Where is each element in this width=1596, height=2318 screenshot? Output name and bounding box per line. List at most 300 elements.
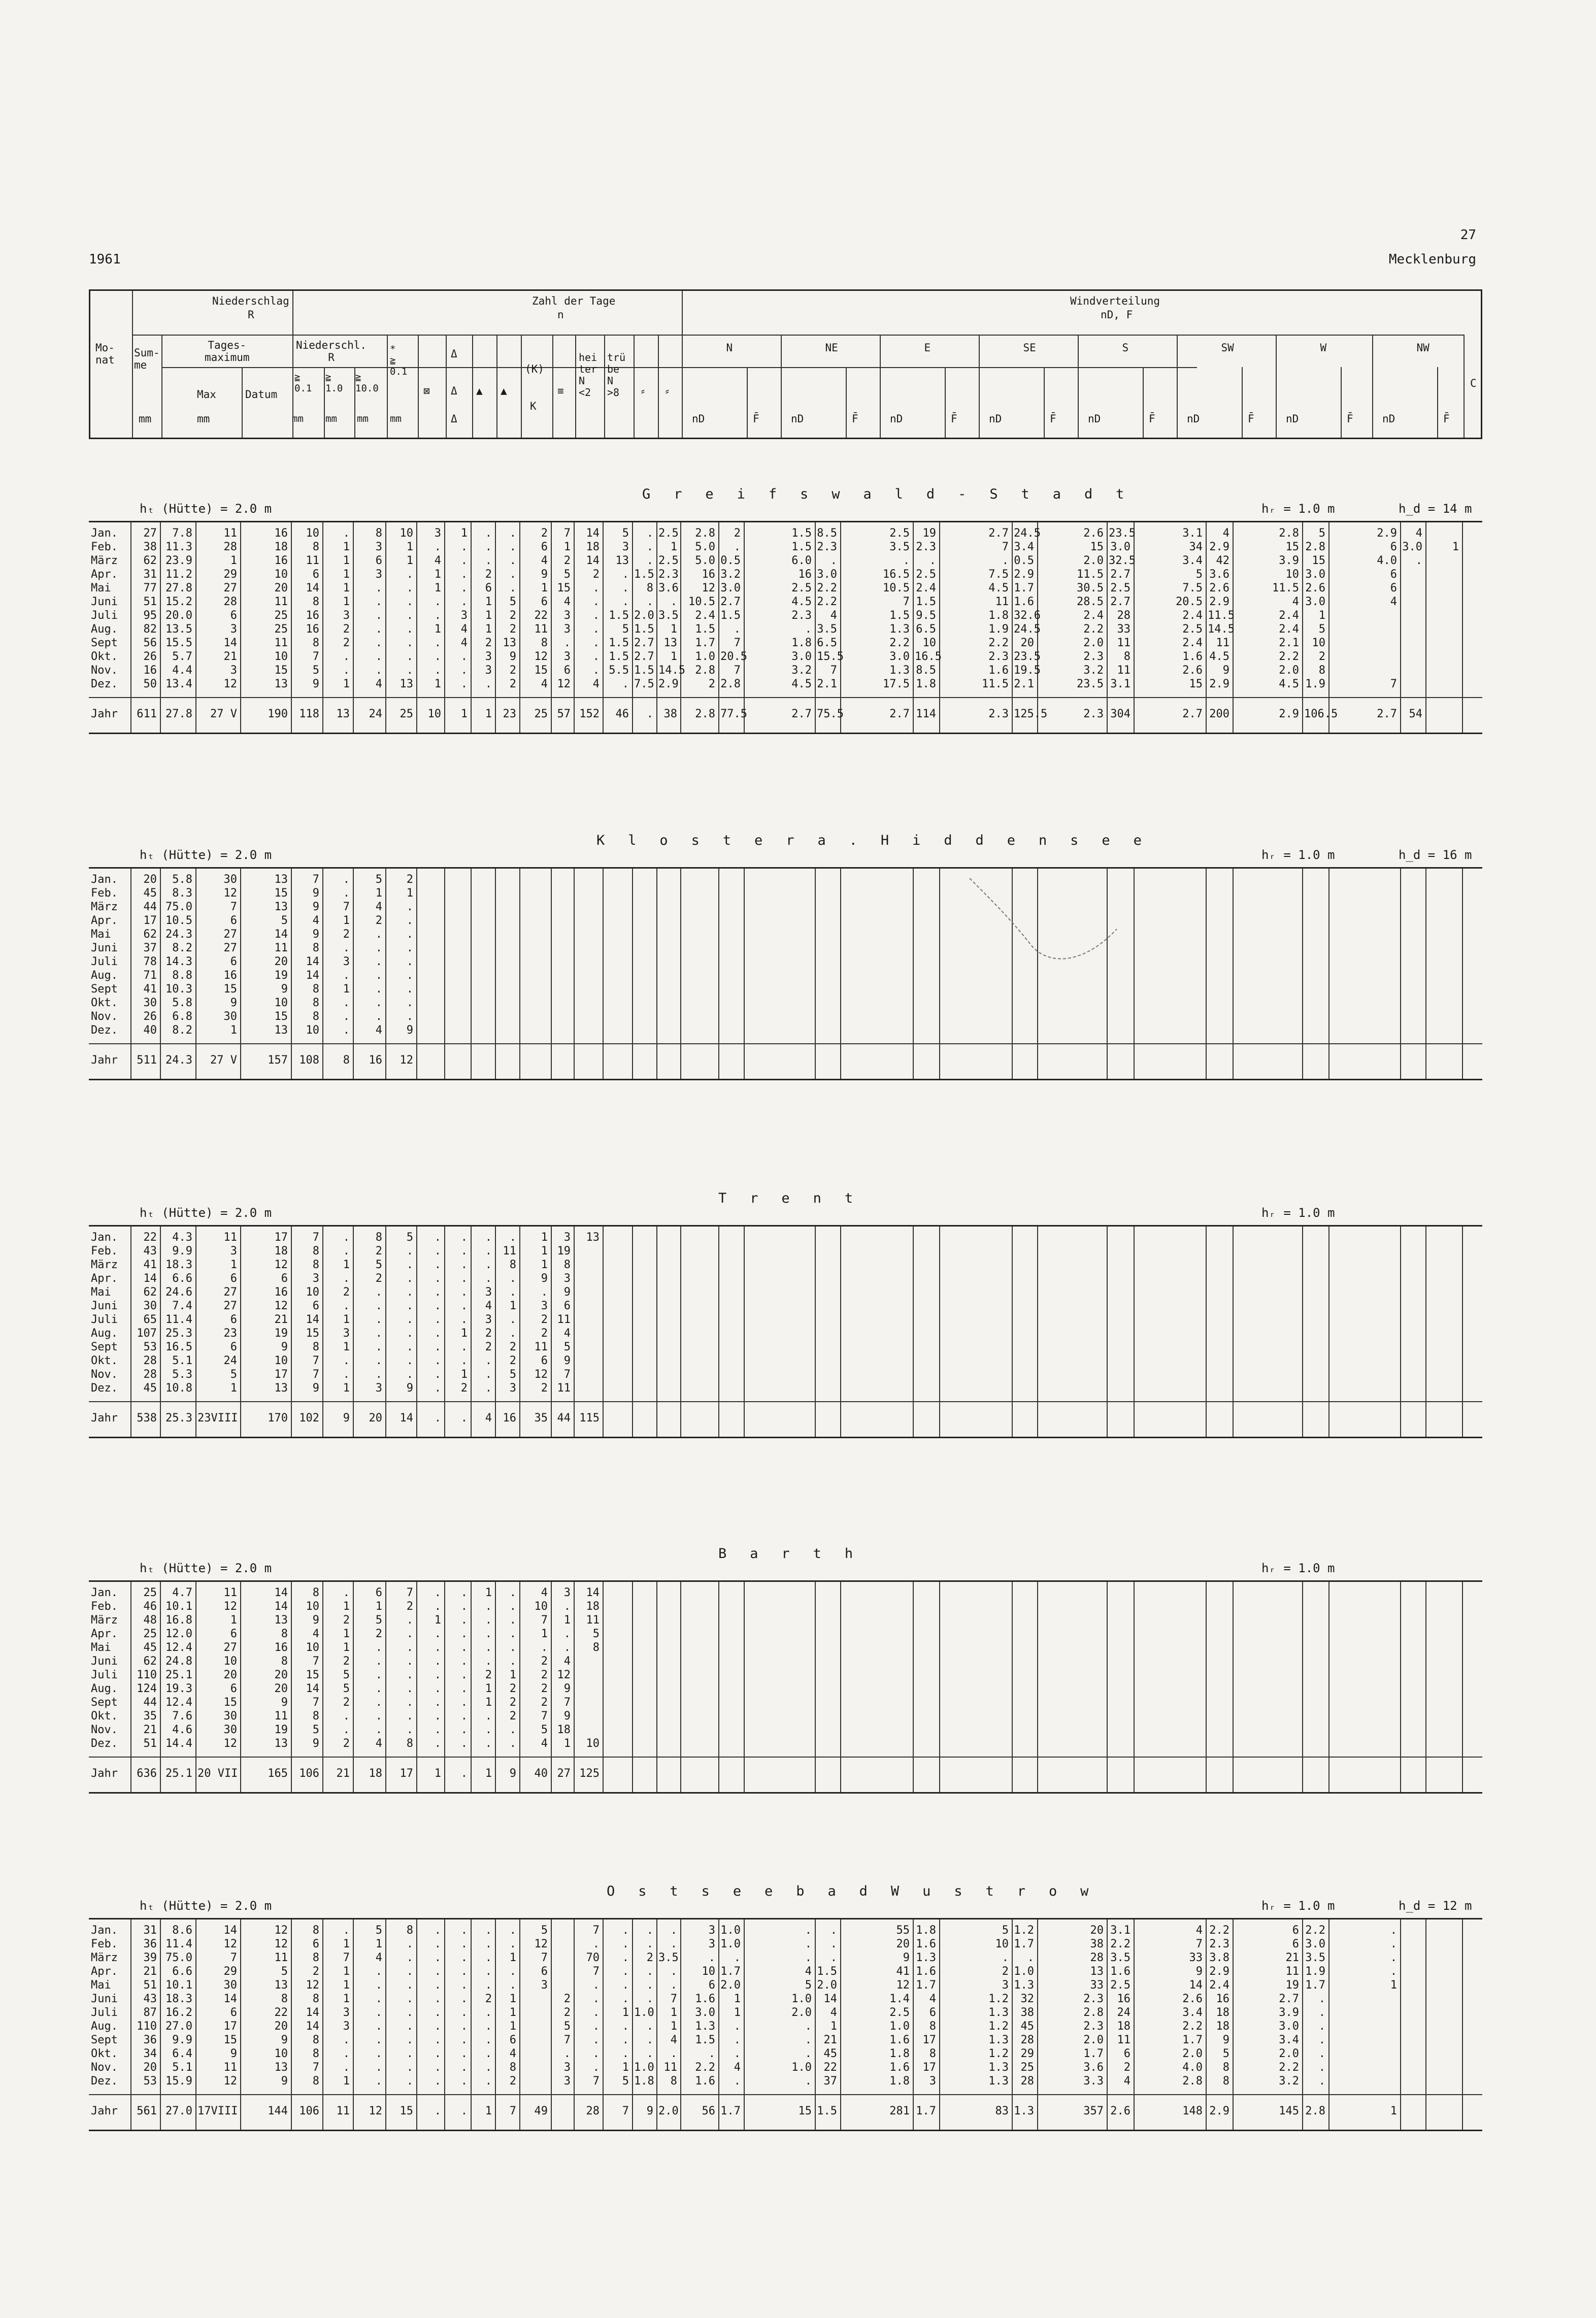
- table-cell: .: [375, 2061, 382, 2074]
- month-label: Jahr: [91, 708, 118, 720]
- table-cell: 49: [534, 2105, 548, 2117]
- table-cell: 17: [143, 914, 157, 927]
- table-cell: 6: [1123, 2047, 1130, 2060]
- table-cell: .: [406, 1724, 413, 1736]
- table-cell: 38: [663, 708, 677, 720]
- table-cell: 4: [830, 2006, 837, 2019]
- table-cell: 13: [586, 1231, 600, 1244]
- table-cell: 114: [916, 708, 936, 720]
- table-cell: 10: [922, 637, 936, 649]
- table-cell: 9: [281, 2034, 288, 2046]
- table-cell: 2: [509, 1341, 516, 1353]
- table-cell: 11.4: [165, 1313, 192, 1326]
- direction-nd-label: nD: [1187, 413, 1200, 425]
- table-cell: 11: [223, 527, 237, 540]
- table-cell: 2.4: [1182, 637, 1203, 649]
- table-cell: .: [375, 1313, 382, 1326]
- table-cell: .: [485, 2075, 492, 2088]
- table-cell: 7: [541, 1951, 548, 1964]
- table-cell: .: [375, 969, 382, 982]
- table-cell: 2: [1318, 650, 1325, 663]
- month-label: Dez.: [91, 1737, 118, 1750]
- table-cell: 7.5: [1182, 582, 1203, 594]
- table-cell: 152: [579, 708, 600, 720]
- table-cell: 27: [143, 527, 157, 540]
- table-cell: 5: [281, 1965, 288, 1978]
- table-cell: .: [343, 2034, 350, 2046]
- table-row: [89, 1327, 1482, 1340]
- table-cell: .: [343, 1368, 350, 1381]
- table-cell: .: [434, 1586, 441, 1599]
- table-cell: 5.0: [695, 541, 715, 553]
- table-cell: .: [509, 1272, 516, 1285]
- table-row: [89, 955, 1482, 969]
- table-cell: 1: [509, 1951, 516, 1964]
- table-row: [89, 873, 1482, 886]
- table-cell: 23: [223, 1327, 237, 1340]
- table-cell: .: [830, 1938, 837, 1950]
- table-cell: 1.7: [1182, 2034, 1203, 2046]
- table-cell: .: [434, 664, 441, 677]
- table-cell: 3: [230, 623, 237, 636]
- table-cell: 18: [369, 1767, 382, 1780]
- table-cell: 6: [509, 2034, 516, 2046]
- table-cell: 62: [143, 928, 157, 941]
- table-cell: 1: [343, 1993, 350, 2005]
- table-cell: .: [434, 1655, 441, 1668]
- table-cell: 1: [230, 1024, 237, 1037]
- table-cell: 1.7: [720, 2105, 741, 2117]
- table-cell: 7: [343, 901, 350, 913]
- table-cell: .: [592, 637, 600, 649]
- table-cell: 15: [306, 1669, 319, 1681]
- table-cell: 106: [299, 1767, 319, 1780]
- table-cell: .: [460, 1951, 468, 1964]
- table-cell: 1: [343, 595, 350, 608]
- table-cell: 1.6: [916, 1938, 936, 1950]
- station-hd: h_d = 12 m: [1399, 1899, 1472, 1913]
- table-cell: 2.1: [1014, 678, 1034, 690]
- table-cell: .: [509, 1586, 516, 1599]
- table-cell: 16: [306, 609, 319, 622]
- table-cell: .: [460, 1231, 468, 1244]
- table-cell: 4: [375, 901, 382, 913]
- table-cell: .: [406, 1245, 413, 1257]
- table-cell: 2: [541, 1655, 548, 1668]
- table-cell: .: [509, 554, 516, 567]
- table-cell: 8: [312, 1586, 319, 1599]
- table-cell: 2: [343, 928, 350, 941]
- table-cell: 13: [274, 1024, 288, 1037]
- table-cell: .: [343, 942, 350, 954]
- table-cell: 2: [1123, 2061, 1130, 2074]
- table-cell: 3.8: [1209, 1951, 1229, 1964]
- table-cell: .: [509, 1614, 516, 1627]
- table-cell: 40: [534, 1767, 548, 1780]
- table-cell: .: [406, 1259, 413, 1271]
- table-cell: 2.5: [658, 527, 679, 540]
- table-row: [89, 1696, 1482, 1709]
- table-cell: 2.6: [1083, 527, 1104, 540]
- table-cell: .: [509, 568, 516, 581]
- month-label: Aug.: [91, 1327, 118, 1340]
- table-cell: 20.5: [1176, 595, 1203, 608]
- table-cell: .: [646, 2034, 653, 2046]
- table-cell: 1: [434, 1614, 441, 1627]
- table-cell: 9: [1195, 1965, 1203, 1978]
- table-cell: 4: [1195, 1924, 1203, 1937]
- table-cell: .: [646, 1938, 653, 1950]
- table-cell: 1.5: [609, 609, 629, 622]
- station-table: [89, 1918, 1482, 2131]
- table-cell: .: [343, 1231, 350, 1244]
- table-cell: .: [434, 595, 441, 608]
- table-cell: 11: [557, 1382, 571, 1395]
- table-cell: .: [460, 1696, 468, 1709]
- table-cell: 13: [274, 1979, 288, 1992]
- table-cell: .: [1415, 554, 1422, 567]
- table-cell: 4.5: [791, 595, 812, 608]
- month-label: Jahr: [91, 1767, 118, 1780]
- table-cell: 106.5: [1304, 708, 1338, 720]
- table-cell: 2.9: [1209, 678, 1229, 690]
- table-cell: 2: [375, 1272, 382, 1285]
- table-cell: 16: [143, 664, 157, 677]
- table-cell: 3.5: [1305, 1951, 1325, 1964]
- table-cell: 9: [563, 1710, 571, 1723]
- table-cell: 10: [306, 1641, 319, 1654]
- month-label: Feb.: [91, 1245, 118, 1257]
- table-cell: 20: [274, 1669, 288, 1681]
- table-cell: 13: [274, 873, 288, 886]
- table-cell: 7: [343, 1951, 350, 1964]
- table-cell: 2: [406, 1600, 413, 1613]
- table-cell: 2.3: [1209, 1938, 1229, 1950]
- table-cell: 1: [230, 1614, 237, 1627]
- table-cell: .: [375, 1341, 382, 1353]
- table-cell: .: [406, 1696, 413, 1709]
- table-cell: 11: [1117, 637, 1130, 649]
- table-cell: 3.0: [1305, 568, 1325, 581]
- table-cell: .: [460, 1586, 468, 1599]
- zahl-der-tage-title: Zahl der Tage: [532, 295, 616, 307]
- table-cell: 5.7: [172, 650, 192, 663]
- table-cell: 11: [1117, 664, 1130, 677]
- table-cell: 3: [375, 1382, 382, 1395]
- table-cell: 28: [143, 1354, 157, 1367]
- table-cell: 2.2: [1279, 650, 1299, 663]
- table-cell: 2.8: [695, 664, 715, 677]
- table-cell: .: [622, 2034, 629, 2046]
- station-table: [89, 867, 1482, 1080]
- table-cell: 3: [563, 1272, 571, 1285]
- table-row: [89, 2006, 1482, 2019]
- table-cell: .: [805, 1951, 812, 1964]
- table-cell: .: [1390, 1965, 1397, 1978]
- table-cell: 7: [563, 1368, 571, 1381]
- table-cell: .: [434, 1368, 441, 1381]
- table-cell: 7: [563, 1696, 571, 1709]
- table-cell: 3: [312, 1272, 319, 1285]
- table-cell: 36: [143, 1938, 157, 1950]
- table-cell: 5: [509, 595, 516, 608]
- table-cell: 12: [557, 1669, 571, 1681]
- table-cell: 3: [434, 527, 441, 540]
- table-cell: 4: [312, 1628, 319, 1640]
- table-cell: 2.7: [634, 637, 654, 649]
- table-cell: 5: [541, 1724, 548, 1736]
- table-cell: 1: [343, 568, 350, 581]
- table-cell: 13: [274, 1614, 288, 1627]
- table-cell: 1.7: [1083, 2047, 1104, 2060]
- table-cell: 8: [646, 582, 653, 594]
- month-label: Sept: [91, 2034, 118, 2046]
- table-cell: .: [406, 1300, 413, 1312]
- table-cell: .: [406, 1951, 413, 1964]
- table-cell: .: [343, 650, 350, 663]
- table-cell: 7: [541, 1710, 548, 1723]
- table-cell: .: [460, 1300, 468, 1312]
- table-row: [89, 886, 1482, 900]
- table-cell: 27 V: [210, 1054, 237, 1067]
- table-cell: 1.6: [695, 2075, 715, 2088]
- table-cell: 16.5: [883, 568, 910, 581]
- table-cell: 20: [274, 582, 288, 594]
- table-cell: .: [509, 1979, 516, 1992]
- table-cell: .: [485, 1231, 492, 1244]
- table-cell: 12: [274, 1924, 288, 1937]
- table-cell: 12.4: [165, 1696, 192, 1709]
- table-cell: 28: [586, 2105, 600, 2117]
- table-cell: 9: [541, 1272, 548, 1285]
- table-row: [89, 1682, 1482, 1696]
- direction-f-label: F̄: [951, 413, 957, 425]
- table-cell: 28: [223, 595, 237, 608]
- table-cell: 7: [312, 2061, 319, 2074]
- table-cell: .: [592, 1938, 600, 1950]
- table-cell: 3: [929, 2075, 936, 2088]
- table-cell: .: [903, 554, 910, 567]
- table-cell: .: [434, 637, 441, 649]
- table-cell: 4: [509, 2047, 516, 2060]
- table-cell: 10: [274, 1354, 288, 1367]
- table-cell: 48: [143, 1614, 157, 1627]
- table-cell: .: [460, 2047, 468, 2060]
- table-cell: 3.2: [1279, 2075, 1299, 2088]
- table-cell: 20.0: [165, 609, 192, 622]
- table-cell: 3.0: [791, 650, 812, 663]
- table-cell: .: [406, 997, 413, 1009]
- table-cell: 3: [563, 2061, 571, 2074]
- month-label: Nov.: [91, 2061, 118, 2074]
- table-cell: 8.2: [172, 1024, 192, 1037]
- table-cell: 20: [274, 2020, 288, 2033]
- table-cell: 14: [274, 928, 288, 941]
- table-cell: 1.7: [916, 2105, 936, 2117]
- table-cell: 24.5: [1014, 623, 1041, 636]
- table-cell: 190: [268, 708, 288, 720]
- table-cell: .: [375, 1354, 382, 1367]
- table-cell: .: [375, 1327, 382, 1340]
- table-cell: 4: [460, 623, 468, 636]
- table-cell: 11: [274, 595, 288, 608]
- table-cell: .: [592, 2047, 600, 2060]
- table-cell: 16: [274, 527, 288, 540]
- table-cell: 1: [734, 1993, 741, 2005]
- table-cell: 20: [1090, 1924, 1104, 1937]
- table-cell: 2: [734, 527, 741, 540]
- table-cell: .: [622, 1924, 629, 1937]
- table-cell: 2.9: [1209, 2105, 1229, 2117]
- table-cell: 1.5: [609, 650, 629, 663]
- table-cell: 8: [312, 1341, 319, 1353]
- table-cell: 106: [299, 2105, 319, 2117]
- table-cell: .: [485, 1368, 492, 1381]
- table-cell: 95: [143, 609, 157, 622]
- table-cell: 32: [1020, 1993, 1034, 2005]
- table-cell: 12: [223, 1737, 237, 1750]
- table-cell: 9: [312, 1614, 319, 1627]
- table-row: [89, 1951, 1482, 1965]
- table-cell: 2.2: [817, 582, 837, 594]
- table-cell: 2: [485, 637, 492, 649]
- table-cell: .: [460, 1614, 468, 1627]
- tagesmaximum-label: Tages- maximum: [205, 339, 250, 364]
- table-cell: 10: [1285, 568, 1299, 581]
- table-cell: .: [460, 1724, 468, 1736]
- table-cell: 16: [306, 623, 319, 636]
- table-cell: 7: [563, 2034, 571, 2046]
- table-cell: 1: [509, 2020, 516, 2033]
- table-cell: 1: [509, 1993, 516, 2005]
- table-cell: 3: [485, 1313, 492, 1326]
- table-cell: 1.5: [634, 664, 654, 677]
- table-cell: 6.6: [172, 1965, 192, 1978]
- table-cell: 2.7: [1279, 1993, 1299, 2005]
- table-cell: .: [406, 637, 413, 649]
- table-cell: .: [434, 2061, 441, 2074]
- table-row: [89, 1010, 1482, 1023]
- table-cell: 2.4: [1182, 609, 1203, 622]
- table-cell: 2: [312, 1965, 319, 1978]
- table-cell: .: [460, 1641, 468, 1654]
- table-cell: 8: [312, 2047, 319, 2060]
- table-cell: 6: [1390, 568, 1397, 581]
- table-cell: 7.5: [988, 568, 1009, 581]
- table-cell: .: [485, 1924, 492, 1937]
- table-cell: 1.8: [889, 2075, 910, 2088]
- table-cell: 7: [903, 595, 910, 608]
- table-cell: 5: [1002, 1924, 1009, 1937]
- table-cell: 15: [274, 664, 288, 677]
- table-cell: 10.1: [165, 1979, 192, 1992]
- table-cell: 15: [223, 983, 237, 996]
- table-cell: 87: [143, 2006, 157, 2019]
- table-cell: .: [592, 2006, 600, 2019]
- table-cell: 3.9: [1279, 2006, 1299, 2019]
- table-cell: 14: [1189, 1979, 1203, 1992]
- table-cell: 32.5: [1109, 554, 1136, 567]
- table-cell: .: [460, 1628, 468, 1640]
- table-cell: 1: [343, 1341, 350, 1353]
- table-cell: .: [460, 1710, 468, 1723]
- table-row: [89, 1272, 1482, 1285]
- table-cell: .: [460, 582, 468, 594]
- table-cell: 3: [343, 609, 350, 622]
- table-cell: 13: [274, 1382, 288, 1395]
- table-cell: 82: [143, 623, 157, 636]
- table-cell: .: [460, 541, 468, 553]
- table-cell: 8: [312, 1010, 319, 1023]
- table-cell: 1: [343, 983, 350, 996]
- month-label: Feb.: [91, 887, 118, 900]
- max-unit: mm: [197, 413, 210, 425]
- table-cell: 15.5: [817, 650, 844, 663]
- table-cell: 10.3: [165, 983, 192, 996]
- station-name: B a r t h: [718, 1546, 860, 1562]
- month-label: Okt.: [91, 997, 118, 1009]
- table-cell: 21: [1285, 1951, 1299, 1964]
- table-cell: 9: [312, 928, 319, 941]
- table-cell: 2.7: [1110, 595, 1130, 608]
- table-cell: 14: [823, 1993, 837, 2005]
- table-cell: 1: [563, 1737, 571, 1750]
- table-cell: .: [485, 1737, 492, 1750]
- table-cell: .: [670, 2047, 677, 2060]
- table-cell: 9: [406, 1382, 413, 1395]
- table-cell: 1: [485, 1767, 492, 1780]
- table-cell: 56: [702, 2105, 715, 2117]
- table-cell: 6: [1292, 1924, 1299, 1937]
- table-cell: 14: [306, 582, 319, 594]
- wind-symbols: nD, F: [1101, 309, 1133, 321]
- table-cell: 1: [509, 2006, 516, 2019]
- table-cell: 25: [1020, 2061, 1034, 2074]
- table-cell: 16: [503, 1412, 516, 1425]
- table-cell: 2: [1002, 1965, 1009, 1978]
- table-cell: 17: [922, 2061, 936, 2074]
- table-cell: .: [485, 1272, 492, 1285]
- table-cell: 12: [274, 1300, 288, 1312]
- table-cell: 10: [274, 2047, 288, 2060]
- table-cell: .: [434, 1272, 441, 1285]
- heiter-label: hei ter N <2: [579, 351, 597, 399]
- table-cell: 62: [143, 1655, 157, 1668]
- table-cell: 15: [798, 2105, 812, 2117]
- table-cell: 7: [1195, 1938, 1203, 1950]
- direction-nd-label: nD: [1382, 413, 1395, 425]
- table-cell: 30: [223, 1710, 237, 1723]
- table-cell: 5.1: [172, 1354, 192, 1367]
- table-cell: 5: [805, 1979, 812, 1992]
- table-cell: .: [434, 1600, 441, 1613]
- direction-f-label: F̄: [753, 413, 759, 425]
- table-cell: 9: [312, 1737, 319, 1750]
- table-cell: 281: [889, 2105, 910, 2117]
- table-cell: .: [563, 1628, 571, 1640]
- table-cell: 6: [230, 955, 237, 968]
- table-cell: 2.3: [658, 568, 679, 581]
- table-cell: 157: [268, 1054, 288, 1067]
- table-cell: .: [406, 2047, 413, 2060]
- table-cell: 9: [903, 1951, 910, 1964]
- table-cell: 2: [563, 1993, 571, 2005]
- table-cell: 16: [369, 1054, 382, 1067]
- station-ht: hₜ (Hütte) = 2.0 m: [140, 502, 272, 516]
- table-cell: 3: [343, 2006, 350, 2019]
- table-cell: 3.0: [1305, 595, 1325, 608]
- table-cell: 5.8: [172, 997, 192, 1009]
